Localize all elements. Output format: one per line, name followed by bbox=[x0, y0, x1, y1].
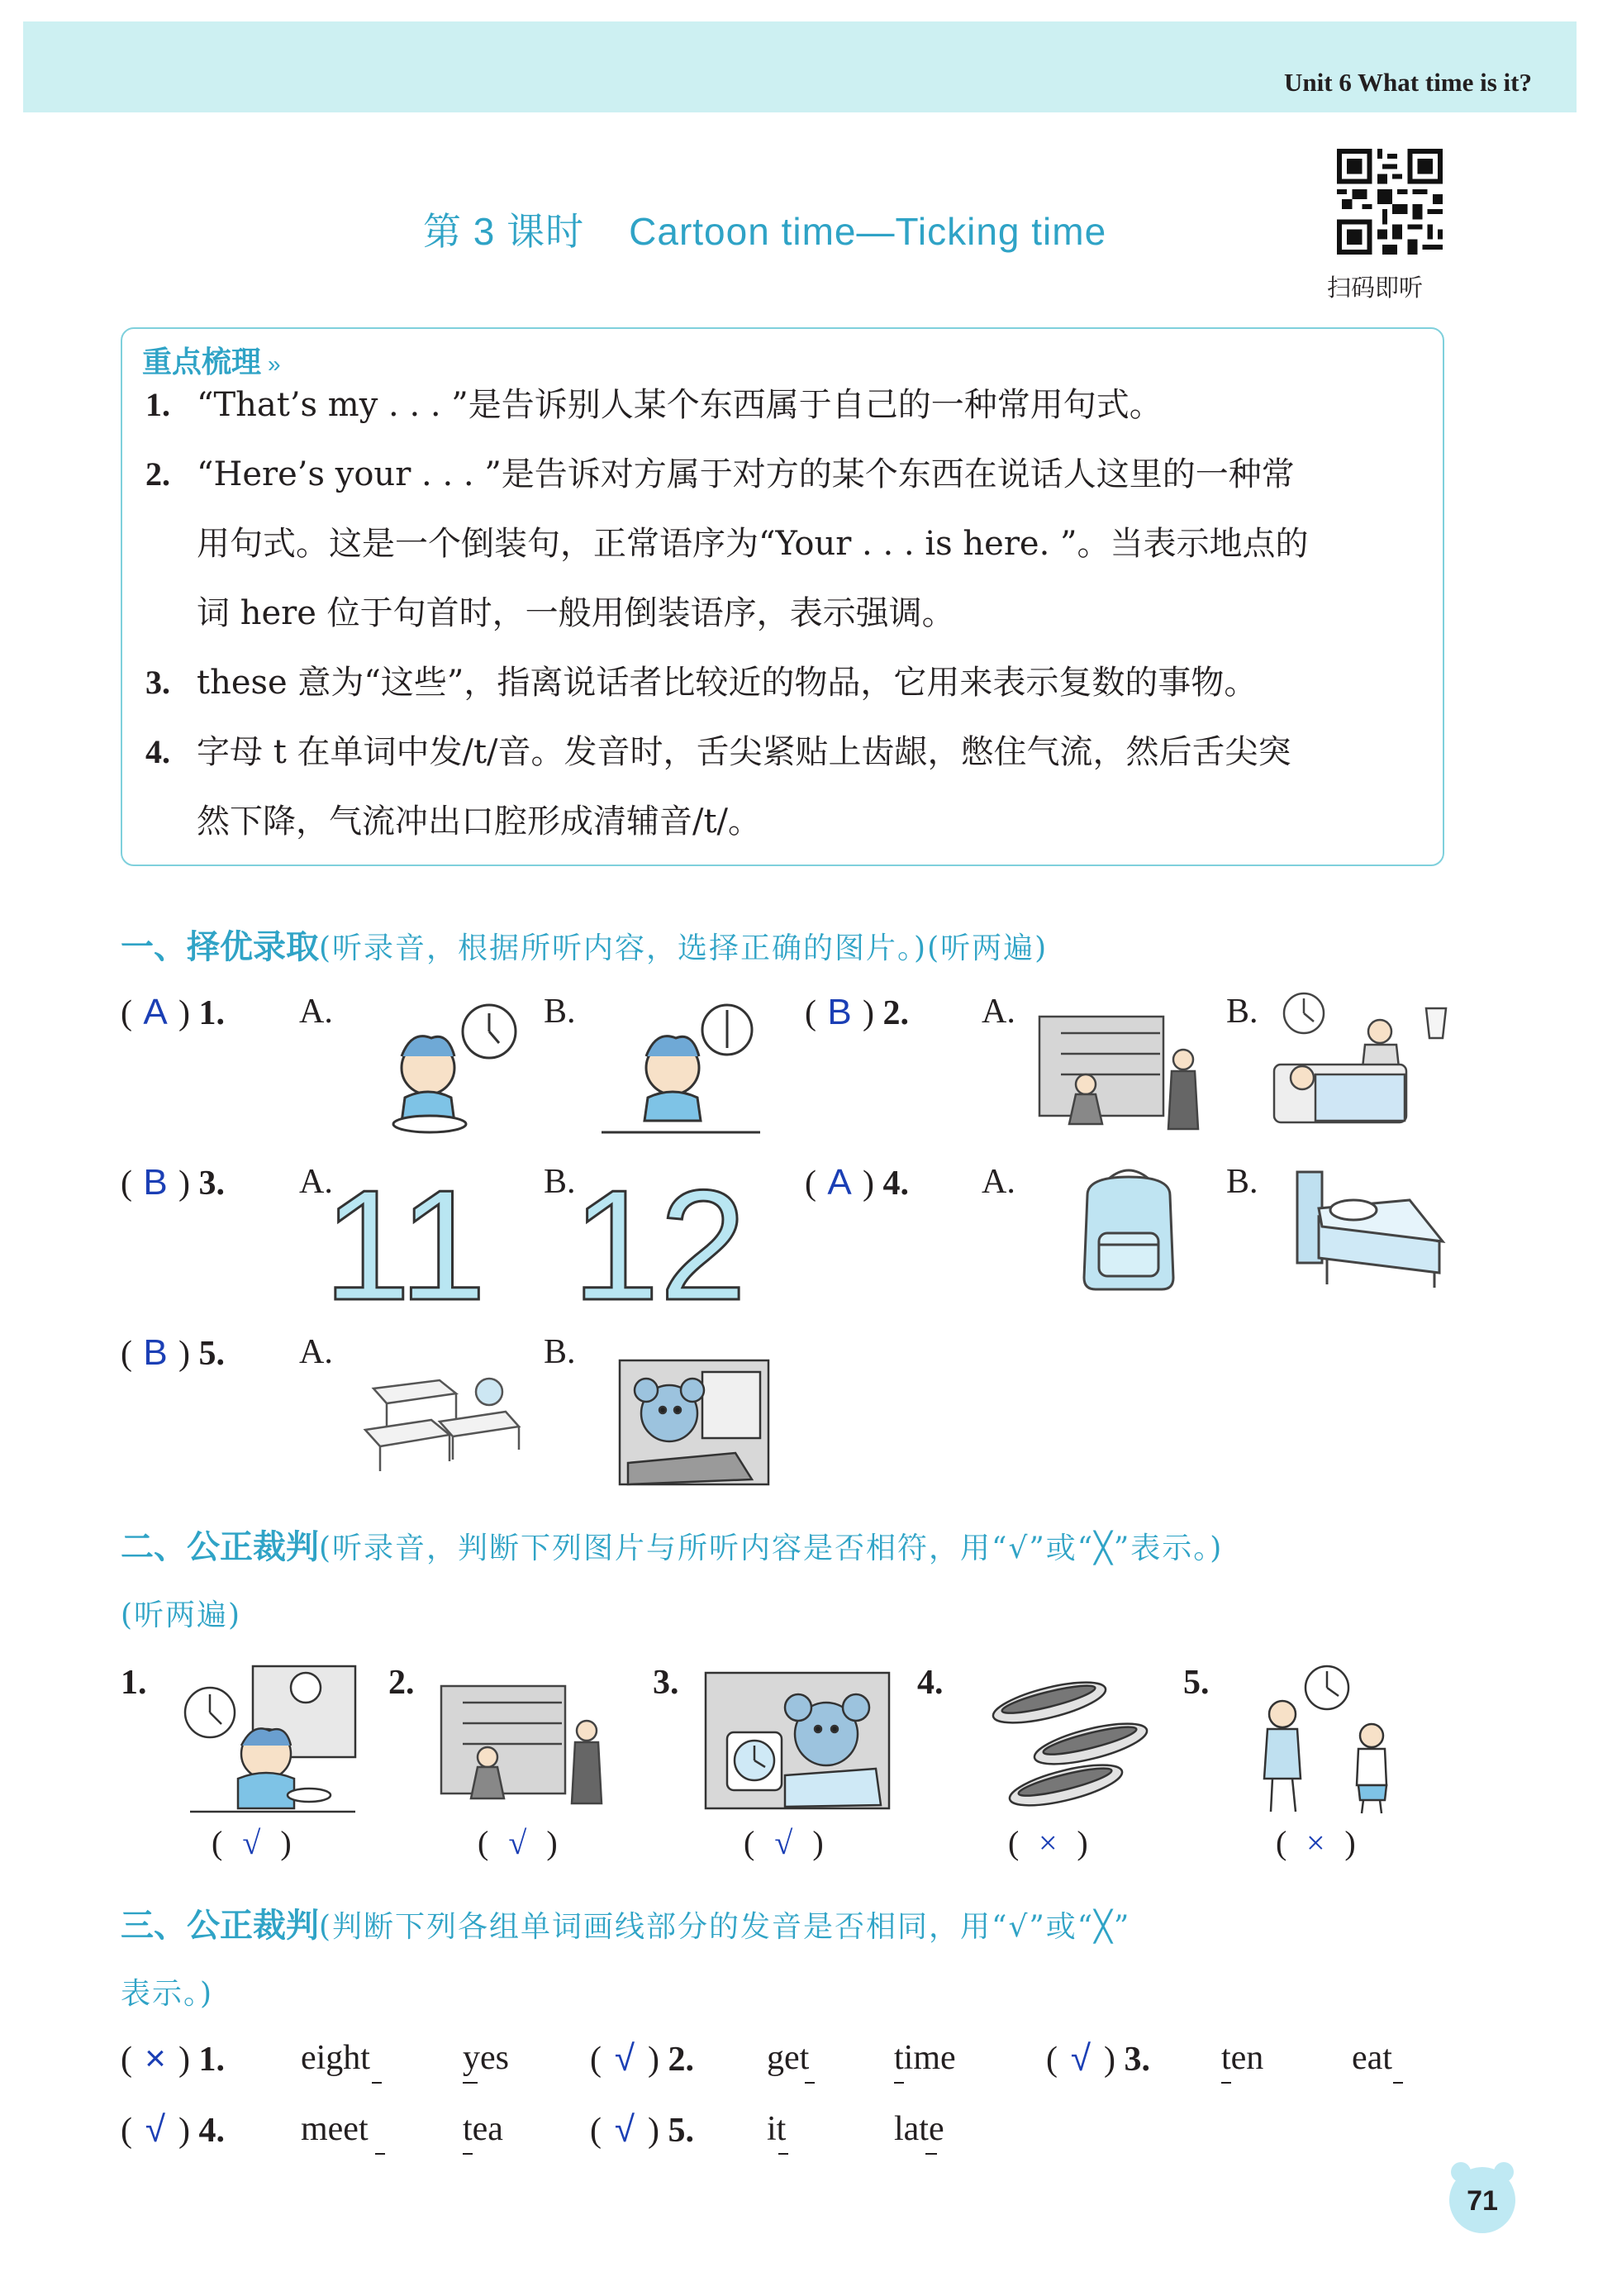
option-b-label: B. bbox=[544, 1333, 576, 1371]
answer-value: B bbox=[143, 1162, 168, 1203]
s2-item-3-answer: ( √ ) bbox=[744, 1824, 824, 1861]
answer-value: B bbox=[143, 1332, 168, 1373]
word-get: get bbox=[767, 2039, 810, 2077]
s2-item-2-answer: ( √ ) bbox=[478, 1824, 558, 1861]
answer-value: √ bbox=[145, 2109, 166, 2150]
word-time: time bbox=[894, 2039, 956, 2077]
answer-value: × bbox=[145, 2038, 166, 2079]
answer-value: √ bbox=[1070, 2038, 1091, 2079]
key-point-4-line-2: 然下降，气流冲出口腔形成清辅音/t/。 bbox=[197, 803, 762, 841]
header-banner bbox=[23, 21, 1577, 112]
word-ten: ten bbox=[1221, 2039, 1264, 2077]
word-meet: meet bbox=[301, 2110, 369, 2148]
option-b-label: B. bbox=[544, 1163, 576, 1201]
key-point-2-line-3: 词 here 位于句首时，一般用倒装语序，表示强调。 bbox=[197, 594, 955, 632]
option-a-label: A. bbox=[299, 993, 333, 1031]
boy-eating-clock-image bbox=[364, 997, 529, 1139]
qr-code-icon[interactable] bbox=[1337, 149, 1443, 255]
key-point-1: 1. “That’s my . . . ”是告诉别人某个东西属于自己的一种常用句式。 bbox=[145, 386, 1163, 424]
s1-question-3: ( B ) 3. bbox=[121, 1162, 225, 1203]
section-2-heading: 二、公正裁判(听录音，判断下列图片与所听内容是否相符，用“√”或“╳”表示。) bbox=[121, 1529, 1224, 1565]
page-number: 71 bbox=[1467, 2185, 1498, 2217]
key-point-4: 4. 字母 t 在单词中发/t/音。发音时，舌尖紧贴上齿龈，憋住气流，然后舌尖突 bbox=[145, 733, 1291, 771]
s3-item-3: ( √ ) 3. bbox=[1046, 2038, 1150, 2079]
lesson-subtitle: Cartoon time—Ticking time bbox=[629, 210, 1107, 253]
boy-at-desk-clock-image bbox=[598, 997, 763, 1139]
s2-item-4-answer: ( × ) bbox=[1008, 1824, 1088, 1861]
s3-item-5: ( √ ) 5. bbox=[590, 2109, 694, 2150]
s2-item-2-number: 2. bbox=[388, 1664, 415, 1702]
lesson-title bbox=[423, 202, 1106, 256]
section-1-heading: 一、择优录取(听录音，根据所听内容，选择正确的图片。)(听两遍) bbox=[121, 929, 1049, 965]
boy-eating-breakfast-image bbox=[174, 1663, 364, 1817]
key-point-2-line-2: 用句式。这是一个倒装句，正常语序为“Your . . . is here. ”。当表示地点的 bbox=[197, 525, 1309, 563]
s2-item-1-answer: ( √ ) bbox=[212, 1824, 292, 1861]
chevron-right-icon: » bbox=[268, 351, 281, 377]
option-b-label: B. bbox=[1226, 993, 1258, 1031]
s2-item-5-number: 5. bbox=[1183, 1664, 1210, 1702]
word-eight: eight bbox=[301, 2039, 370, 2077]
s3-item-1: ( × ) 1. bbox=[121, 2038, 225, 2079]
page-number-badge bbox=[1443, 2157, 1522, 2236]
key-point-3: 3. these 意为“这些”，指离说话者比较近的物品，它用来表示复数的事物。 bbox=[145, 664, 1258, 702]
answer-value: A bbox=[827, 1162, 852, 1203]
section-3-heading: 三、公正裁判(判断下列各组单词画线部分的发音是否相同，用“√”或“╳” bbox=[121, 1908, 1131, 1944]
running-to-school-image bbox=[438, 1678, 611, 1808]
s2-item-4-number: 4. bbox=[917, 1664, 944, 1702]
s3-item-2: ( √ ) 2. bbox=[590, 2038, 694, 2079]
s2-item-3-number: 3. bbox=[653, 1664, 679, 1702]
number-twelve-text: 12 bbox=[572, 1158, 747, 1333]
s3-item-4: ( √ ) 4. bbox=[121, 2109, 225, 2150]
hot-dogs-image bbox=[983, 1670, 1157, 1810]
option-a-label: A. bbox=[982, 993, 1015, 1031]
s1-question-4: ( A ) 4. bbox=[805, 1162, 909, 1203]
father-and-boy-clock-image bbox=[1248, 1663, 1413, 1817]
lesson-number: 第 3 课时 bbox=[423, 210, 585, 253]
number-eleven-text: 11 bbox=[323, 1158, 487, 1333]
word-it: it bbox=[767, 2110, 787, 2148]
desks-in-classroom-image bbox=[357, 1355, 522, 1479]
s1-question-1: ( A ) 1. bbox=[121, 992, 225, 1032]
answer-value: A bbox=[143, 992, 168, 1032]
boy-in-bed-mother-image bbox=[1269, 992, 1454, 1134]
s2-item-5-answer: ( × ) bbox=[1276, 1824, 1356, 1861]
bed-image bbox=[1286, 1167, 1451, 1291]
s1-question-2: ( B ) 2. bbox=[805, 992, 909, 1032]
section-3-heading-line-2: 表示。) bbox=[121, 1977, 214, 2011]
unit-label: Unit 6 What time is it? bbox=[1284, 68, 1532, 97]
answer-value: √ bbox=[614, 2038, 635, 2079]
answer-value: √ bbox=[614, 2109, 635, 2150]
qr-caption: 扫码即听 bbox=[1327, 274, 1424, 302]
option-a-label: A. bbox=[299, 1333, 333, 1371]
mouse-with-alarm-clock-image bbox=[702, 1670, 892, 1812]
word-late: late bbox=[894, 2110, 944, 2148]
word-tea: tea bbox=[463, 2110, 503, 2148]
answer-value: B bbox=[827, 992, 852, 1032]
key-points-title: 重点梳理 » bbox=[142, 345, 281, 379]
mouse-at-window-image bbox=[611, 1355, 777, 1489]
schoolbag-image bbox=[1071, 1162, 1187, 1294]
option-b-label: B. bbox=[1226, 1163, 1258, 1201]
option-a-label: A. bbox=[299, 1163, 333, 1201]
running-to-school-image bbox=[1036, 1008, 1210, 1134]
number-twelve-image bbox=[572, 1158, 747, 1333]
s2-item-1-number: 1. bbox=[121, 1664, 147, 1702]
option-a-label: A. bbox=[982, 1163, 1015, 1201]
word-eat: eat bbox=[1352, 2039, 1392, 2077]
word-yes: yes bbox=[463, 2039, 509, 2077]
number-eleven-image bbox=[323, 1158, 487, 1333]
s1-question-5: ( B ) 5. bbox=[121, 1332, 225, 1373]
section-2-heading-line-2: (听两遍) bbox=[121, 1598, 242, 1632]
key-point-2: 2. “Here’s your . . . ”是告诉对方属于对方的某个东西在说话人这里的一种常 bbox=[145, 455, 1295, 493]
option-b-label: B. bbox=[544, 993, 576, 1031]
